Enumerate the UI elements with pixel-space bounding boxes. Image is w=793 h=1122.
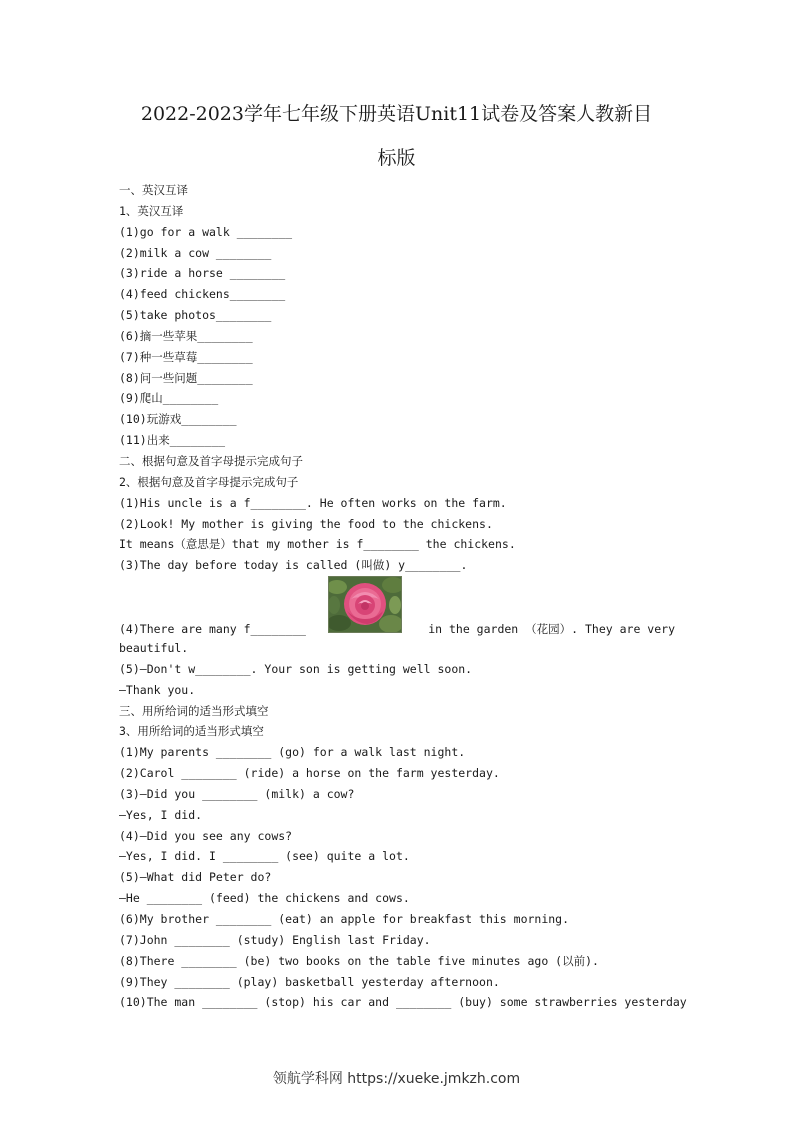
text-line: (10)玩游戏________ [119, 412, 237, 427]
text-line: (1)My parents ________ (go) for a walk last night. [119, 745, 466, 760]
document-title [100, 100, 693, 172]
text-line: (1)His uncle is a f________. He often works on the farm. [119, 495, 507, 510]
footer-watermark: 领航学科网 https://xueke.jmkzh.com [272, 1071, 521, 1087]
text-line: (10)The man ________ (stop) his car and ________ (buy) some strawberries yesterday [119, 995, 687, 1010]
text-line: (2)Look! My mother is giving the food to the chickens. [119, 516, 493, 531]
exercise-part-2 [119, 638, 687, 1013]
text-line: —Thank you. [119, 682, 196, 697]
text-line: (8)There ________ (be) two books on the table five minutes ago (以前). [119, 953, 599, 968]
text-line: beautiful. [119, 641, 189, 656]
rose-flower-photo [328, 576, 402, 633]
text-line: (6)摘一些苹果________ [119, 328, 253, 343]
text-line: (3)The day before today is called (叫做) y________. [119, 558, 468, 573]
text-line: (7)John ________ (study) English last Friday. [119, 932, 431, 947]
text-line: 3、用所给词的适当形式填空 [119, 724, 264, 739]
exercise-part-1 [119, 180, 675, 576]
text-line: —He ________ (feed) the chickens and cows. [119, 891, 410, 906]
text-line: —Yes, I did. I ________ (see) quite a lot. [119, 849, 410, 864]
text-line: 三、用所给词的适当形式填空 [119, 703, 269, 718]
text-line: (8)问一些问题________ [119, 370, 253, 385]
text-line: (1)go for a walk ________ [119, 224, 293, 239]
exercise-content [119, 180, 687, 1013]
text-line: (11)出来________ [119, 433, 226, 448]
flower-question-text-before: (4)There are many f________ [119, 622, 306, 637]
text-line: (4)feed chickens________ [119, 287, 286, 302]
text-line: 1、英汉互译 [119, 203, 184, 218]
text-line: It means（意思是）that my mother is f________ the chickens. [119, 537, 516, 552]
text-line: (2)Carol ________ (ride) a horse on the farm yesterday. [119, 766, 500, 781]
text-line: (3)—Did you ________ (milk) a cow? [119, 786, 355, 801]
text-line: 2、根据句意及首字母提示完成句子 [119, 474, 299, 489]
text-line: (7)种一些草莓________ [119, 349, 253, 364]
text-line: (2)milk a cow ________ [119, 245, 272, 260]
text-line: (6)My brother ________ (eat) an apple for breakfast this morning. [119, 912, 570, 926]
flower-question-text-after: in the garden （花园）. They are very [428, 622, 675, 637]
text-line: —Yes, I did. [119, 807, 203, 822]
text-line: (4)—Did you see any cows? [119, 828, 293, 843]
title-line-1: 2022-2023学年七年级下册英语Unit11试卷及答案人教新目 [140, 103, 653, 125]
text-line: (3)ride a horse ________ [119, 266, 286, 281]
text-line: 二、根据句意及首字母提示完成句子 [119, 453, 303, 468]
text-line: 一、英汉互译 [119, 183, 188, 197]
text-line: (5)—What did Peter do? [119, 870, 272, 885]
flower-question-row [119, 576, 675, 638]
text-line: (5)take photos________ [119, 308, 272, 323]
title-line-2: 标版 [377, 147, 416, 169]
text-line: (9)爬山________ [119, 391, 219, 406]
text-line: (9)They ________ (play) basketball yesterday afternoon. [119, 974, 500, 989]
text-line: (5)—Don't w________. Your son is getting well soon. [119, 661, 473, 676]
